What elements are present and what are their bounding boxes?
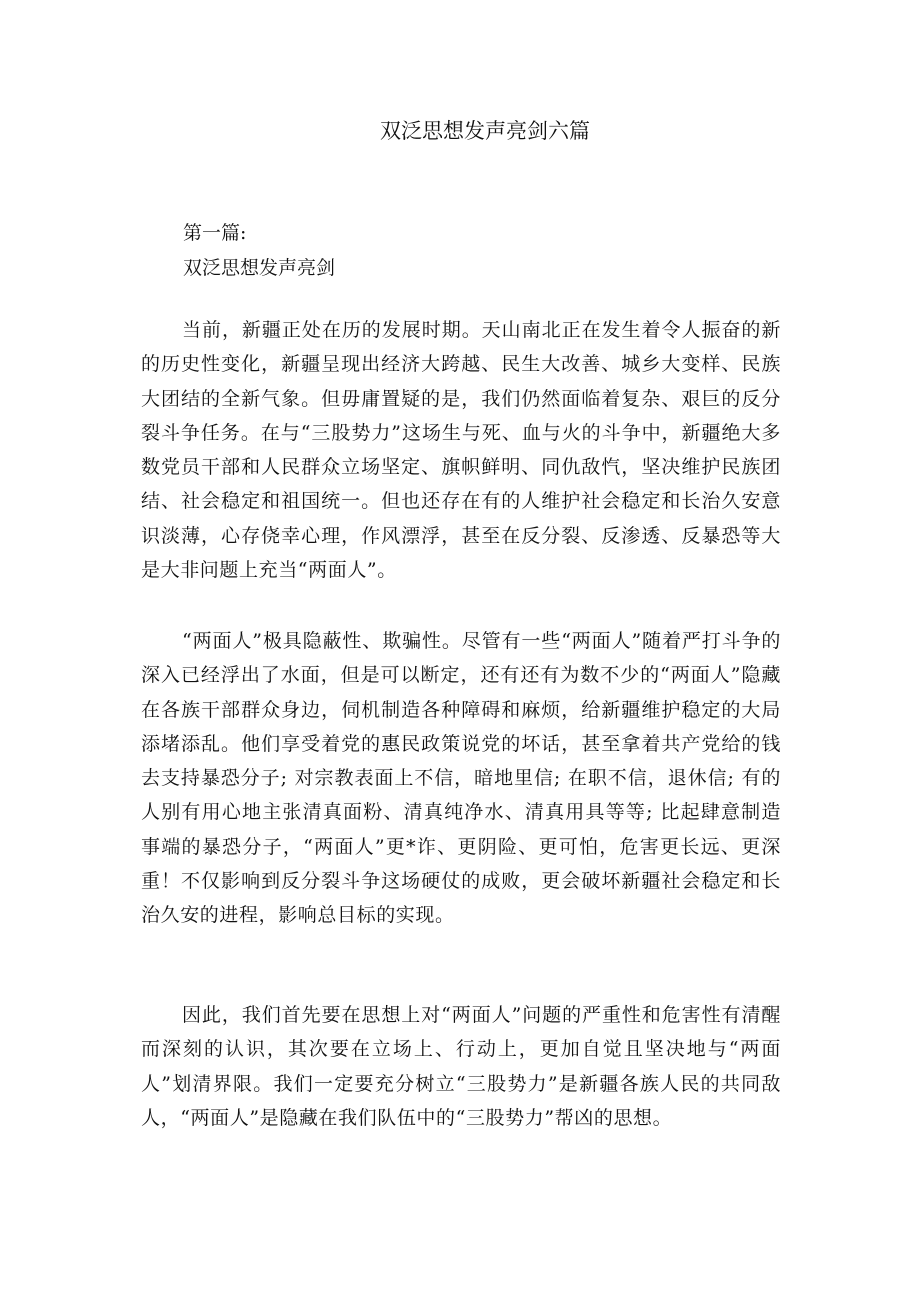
chapter-label: 第一篇: (183, 222, 247, 244)
page-title: 双泛思想发声亮剑六篇 (380, 119, 590, 143)
body-paragraph: 当前，新疆正处在历的发展时期。天山南北正在发生着令人振奋的新的历史性变化，新疆呈现出经济大跨越、民生大改善、城乡大变样、民族大团结的全新气象。但毋庸置疑的是，我们仍然面临着复杂、艰巨的反分裂斗争任务。在与“三股势力”这场生与死、血与火的斗争中，新疆绝大多数党员干部和人民群众立场坚定、旗帜鲜明、同仇敌忾，坚决维护民族团结、社会稳定和祖国统一。但也还存在有的人维护社会稳定和长治久安意识淡薄，心存侥幸心理，作风漂浮，甚至在反分裂、反渗透、反暴恐等大是大非问题上充当“两面人”。 (141, 319, 781, 582)
chapter-subtitle: 双泛思想发声亮剑 (183, 257, 336, 279)
body-paragraph: “两面人”极具隐蔽性、欺骗性。尽管有一些“两面人”随着严打斗争的深入已经浮出了水面，但是可以断定，还有还有为数不少的“两面人”隐藏在各族干部群众身边，伺机制造各种障碍和麻烦，给新疆维护稳定的大局添堵添乱。他们享受着党的惠民政策说党的坏话，甚至拿着共产党给的钱去支持暴恐分子; 对宗教表面上不信，暗地里信; 在职不信，退休信; 有的人别有用心地主张清真面粉、清真纯净水、清真用具等等; 比起肆意制造事端的暴恐分子，“两面人”更*诈、更阴险、更可怕，危害更长远、更深重！不仅影响到反分裂斗争这场硬仗的成败，更会破坏新疆社会稳定和长治久安的进程，影响总目标的实现。 (141, 630, 781, 927)
body-paragraph: 因此，我们首先要在思想上对“两面人”问题的严重性和危害性有清醒而深刻的认识，其次要在立场上、行动上，更加自觉且坚决地与“两面人”划清界限。我们一定要充分树立“三股势力”是新疆各族人民的共同敌人，“两面人”是隐藏在我们队伍中的“三股势力”帮凶的思想。 (141, 1004, 781, 1129)
